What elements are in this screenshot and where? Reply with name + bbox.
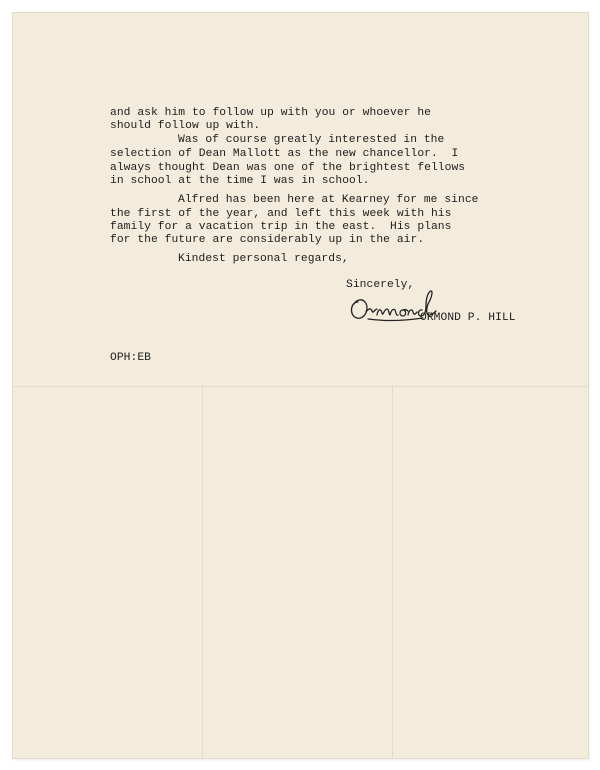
- paragraph-3-line-2: the first of the year, and left this week with his: [110, 208, 452, 220]
- valediction: Sincerely,: [346, 279, 415, 291]
- closing-regards: Kindest personal regards,: [178, 253, 349, 265]
- paragraph-3-line-1: Alfred has been here at Kearney for me since: [178, 194, 479, 206]
- paragraph-1-line-2: should follow up with.: [110, 120, 261, 132]
- reference-initials: OPH:EB: [110, 352, 151, 364]
- paragraph-2-line-4: in school at the time I was in school.: [110, 175, 370, 187]
- typed-signatory-name: ORMOND P. HILL: [420, 312, 516, 324]
- paragraph-3-line-4: for the future are considerably up in the air.: [110, 234, 425, 246]
- paragraph-2-line-3: always thought Dean was one of the brightest fellows: [110, 162, 466, 174]
- paragraph-2-line-1: Was of course greatly interested in the: [178, 134, 445, 146]
- fold-crease-left: [202, 386, 203, 758]
- fold-crease-right: [392, 386, 393, 758]
- fold-crease-horizontal: [13, 386, 588, 387]
- paragraph-2-line-2: selection of Dean Mallott as the new chancellor. I: [110, 148, 459, 160]
- paragraph-1-line-1: and ask him to follow up with you or whoever he: [110, 107, 431, 119]
- paragraph-3-line-3: family for a vacation trip in the east. His plans: [110, 221, 452, 233]
